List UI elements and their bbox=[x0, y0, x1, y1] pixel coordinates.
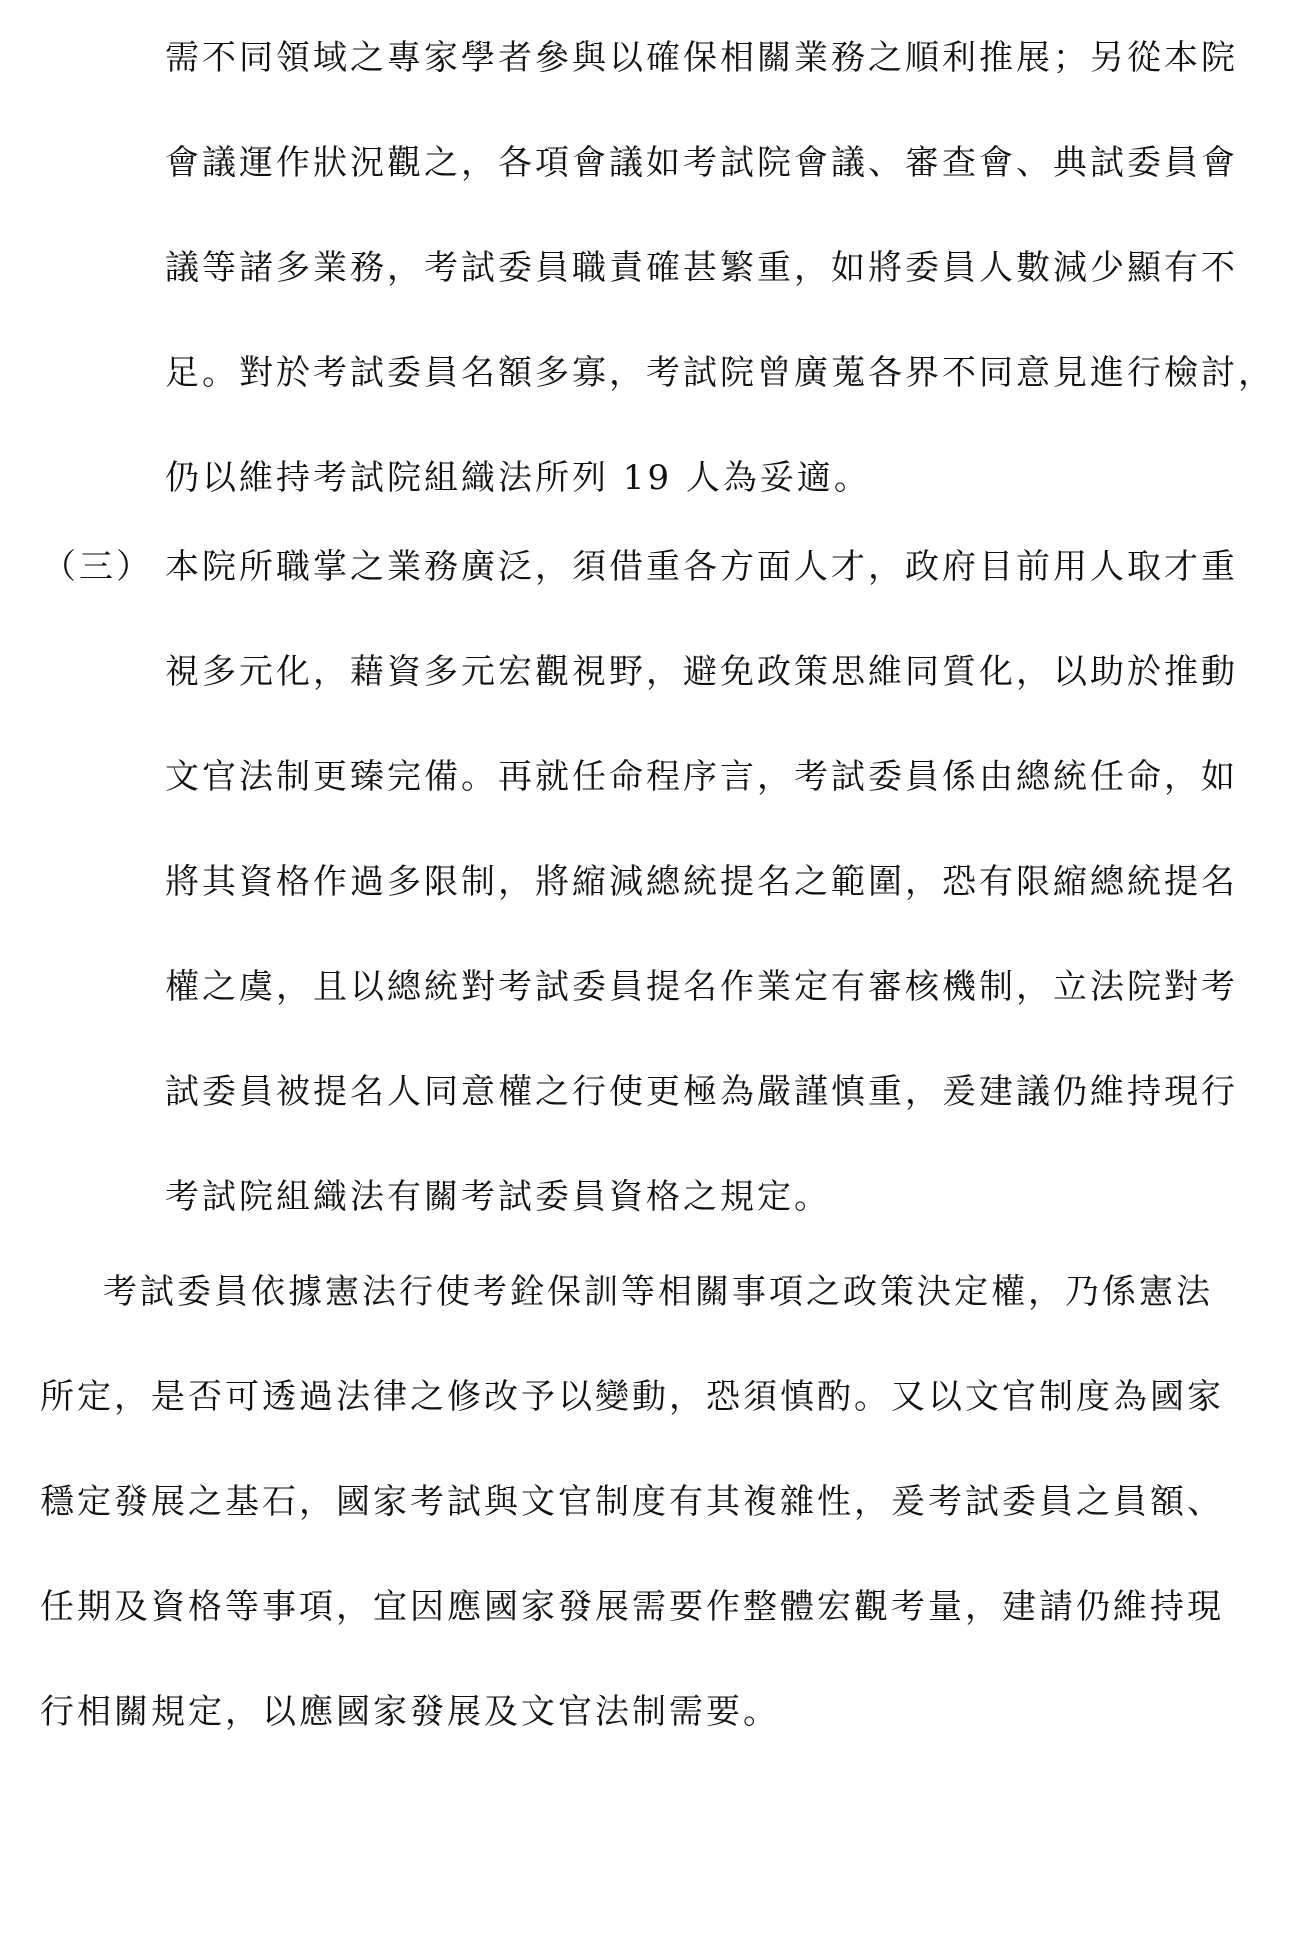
continuation-line-4: 足。對於考試委員名額多寡，考試院曾廣蒐各界不同意見進行檢討， bbox=[165, 353, 1275, 393]
conclusion-line-5: 行相關規定，以應國家發展及文官法制需要。 bbox=[40, 1692, 780, 1732]
item-3-marker: （三） bbox=[42, 547, 153, 587]
conclusion-line-1: 考試委員依據憲法行使考銓保訓等相關事項之政策決定權，乃係憲法 bbox=[103, 1272, 1213, 1312]
conclusion-line-2: 所定，是否可透過法律之修改予以變動，恐須慎酌。又以文官制度為國家 bbox=[40, 1377, 1224, 1417]
continuation-line-5: 仍以維持考試院組織法所列 19 人為妥適。 bbox=[165, 458, 871, 498]
item-3-line-5: 權之虞，且以總統對考試委員提名作業定有審核機制，立法院對考 bbox=[165, 967, 1238, 1007]
item-3-line-4: 將其資格作過多限制，將縮減總統提名之範圍，恐有限縮總統提名 bbox=[165, 862, 1238, 902]
continuation-line-1: 需不同領域之專家學者參與以確保相關業務之順利推展；另從本院 bbox=[165, 38, 1238, 78]
continuation-line-2: 會議運作狀況觀之，各項會議如考試院會議、審查會、典試委員會 bbox=[165, 143, 1238, 183]
item-3-line-1: 本院所職掌之業務廣泛，須借重各方面人才，政府目前用人取才重 bbox=[165, 547, 1238, 587]
conclusion-line-4: 任期及資格等事項，宜因應國家發展需要作整體宏觀考量，建請仍維持現 bbox=[40, 1587, 1224, 1627]
item-3-line-7: 考試院組織法有關考試委員資格之規定。 bbox=[165, 1177, 831, 1217]
continuation-line-3: 議等諸多業務，考試委員職責確甚繁重，如將委員人數減少顯有不 bbox=[165, 248, 1238, 288]
item-3-line-3: 文官法制更臻完備。再就任命程序言，考試委員係由總統任命，如 bbox=[165, 757, 1238, 797]
item-3-line-6: 試委員被提名人同意權之行使更極為嚴謹慎重，爰建議仍維持現行 bbox=[165, 1072, 1238, 1112]
conclusion-line-3: 穩定發展之基石，國家考試與文官制度有其複雜性，爰考試委員之員額、 bbox=[40, 1482, 1224, 1522]
item-3-line-2: 視多元化，藉資多元宏觀視野，避免政策思維同質化，以助於推動 bbox=[165, 652, 1238, 692]
